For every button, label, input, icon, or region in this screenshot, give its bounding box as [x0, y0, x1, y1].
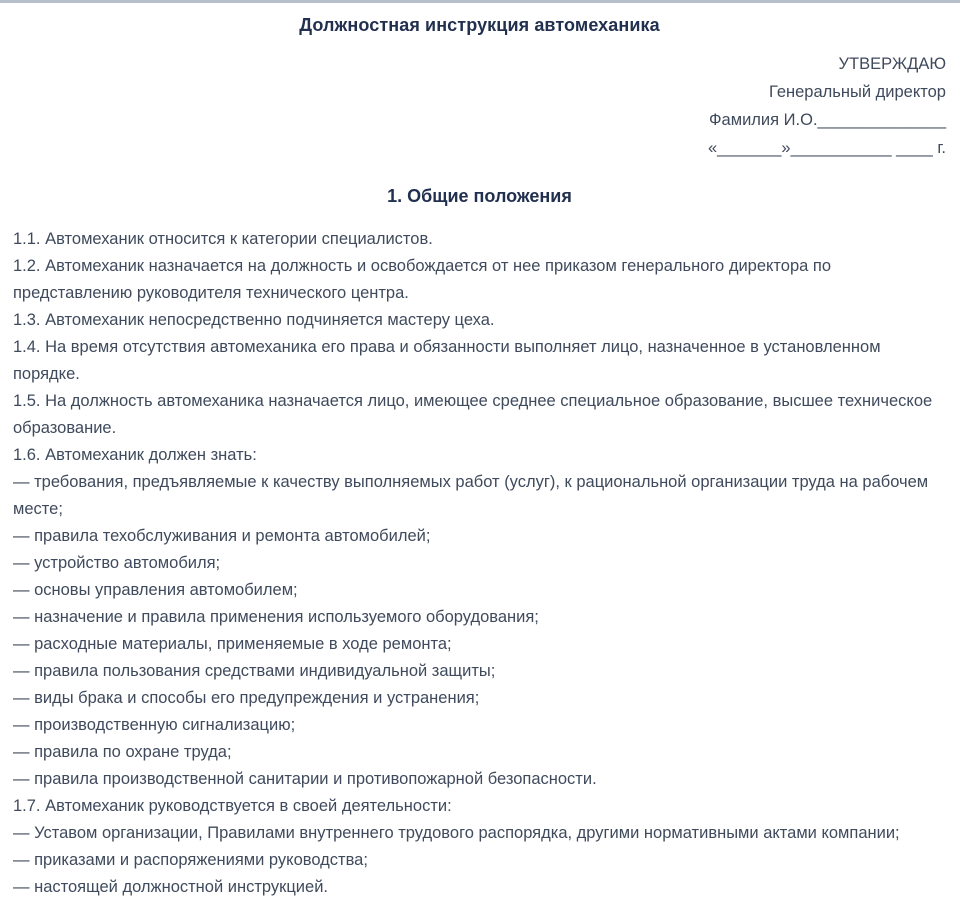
paragraph: — основы управления автомобилем;	[13, 581, 298, 599]
paragraph: — правила производственной санитарии и противопожарной безопасности.	[13, 770, 597, 788]
paragraph: 1.2. Автомеханик назначается на должность и освобождается от нее приказом генерального директора по представлению руководителя технического центра.	[13, 257, 832, 302]
paragraph: — Уставом организации, Правилами внутреннего трудового распорядка, другими нормативными актами компании;	[13, 824, 900, 842]
paragraph: 1.1. Автомеханик относится к категории специалистов.	[13, 230, 433, 248]
paragraph: — настоящей должностной инструкцией.	[13, 878, 329, 896]
paragraph: 1.7. Автомеханик руководствуется в своей деятельности:	[13, 797, 452, 815]
paragraph: — производственную сигнализацию;	[13, 716, 296, 734]
document-body	[13, 226, 946, 901]
paragraph: 1.5. На должность автомеханика назначается лицо, имеющее среднее специальное образование, высшее техническое образование.	[13, 392, 933, 437]
paragraph: — требования, предъявляемые к качеству выполняемых работ (услуг), к рациональной организации труда на рабочем месте;	[13, 473, 929, 518]
paragraph: — расходные материалы, применяемые в ходе ремонта;	[13, 635, 452, 653]
paragraph: — устройство автомобиля;	[13, 554, 221, 572]
approval-line-date: «_______»___________ ____ г.	[708, 139, 946, 157]
paragraph: — приказами и распоряжениями руководства;	[13, 851, 368, 869]
paragraph: — назначение и правила применения используемого оборудования;	[13, 608, 539, 626]
paragraph: — правила техобслуживания и ремонта автомобилей;	[13, 527, 431, 545]
approval-line-approve: УТВЕРЖДАЮ	[838, 55, 946, 73]
paragraph: 1.4. На время отсутствия автомеханика его права и обязанности выполняет лицо, назначенное в установленном порядке.	[13, 338, 881, 383]
approval-line-name-signature: Фамилия И.О.______________	[709, 111, 946, 129]
approval-line-position: Генеральный директор	[769, 83, 946, 101]
paragraph: 1.3. Автомеханик непосредственно подчиняется мастеру цеха.	[13, 311, 495, 329]
paragraph: — виды брака и способы его предупреждения и устранения;	[13, 689, 480, 707]
paragraph: 1.6. Автомеханик должен знать:	[13, 446, 257, 464]
paragraph: — правила по охране труда;	[13, 743, 232, 761]
page-title: Должностная инструкция автомеханика	[299, 15, 660, 35]
section-heading: 1. Общие положения	[387, 186, 572, 206]
document-container	[0, 3, 960, 901]
approval-block	[13, 50, 946, 162]
paragraph: — правила пользования средствами индивидуальной защиты;	[13, 662, 496, 680]
